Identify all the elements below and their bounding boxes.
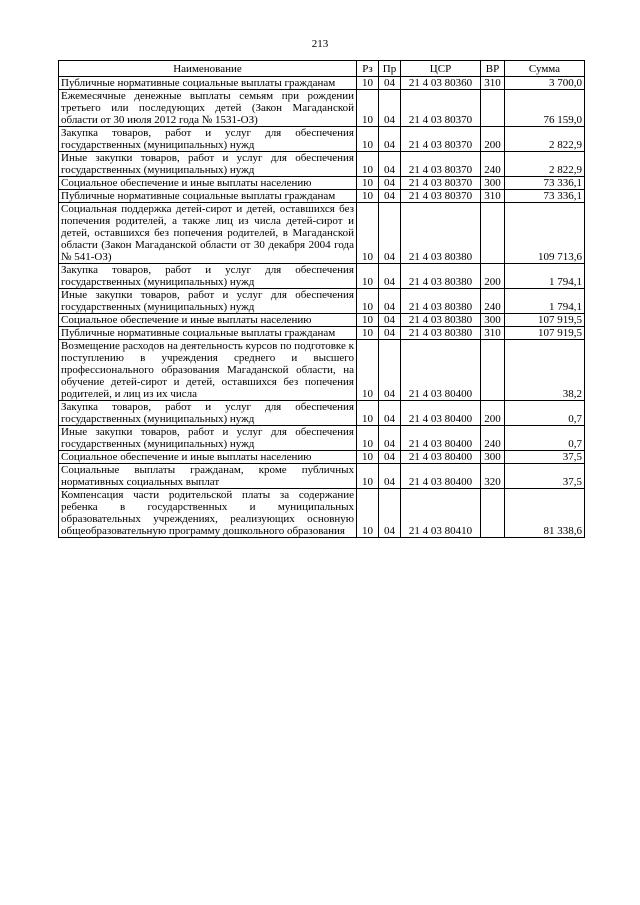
table-row bbox=[59, 264, 585, 289]
row-vr: 310 bbox=[481, 327, 505, 340]
table-row bbox=[59, 426, 585, 451]
row-csr: 21 4 03 80380 bbox=[401, 203, 481, 264]
row-name: Закупка товаров, работ и услуг для обеспечения государственных (муниципальных) нужд bbox=[59, 401, 357, 426]
row-csr: 21 4 03 80400 bbox=[401, 340, 481, 401]
row-sum: 37,5 bbox=[505, 451, 585, 464]
row-name: Закупка товаров, работ и услуг для обеспечения государственных (муниципальных) нужд bbox=[59, 264, 357, 289]
row-sum: 107 919,5 bbox=[505, 314, 585, 327]
row-name: Социальные выплаты гражданам, кроме публичных нормативных социальных выплат bbox=[59, 464, 357, 489]
row-sum: 2 822,9 bbox=[505, 152, 585, 177]
row-rz: 10 bbox=[357, 489, 379, 538]
row-csr: 21 4 03 80400 bbox=[401, 451, 481, 464]
row-pr: 04 bbox=[379, 451, 401, 464]
row-sum: 107 919,5 bbox=[505, 327, 585, 340]
budget-table bbox=[58, 60, 585, 538]
table-row bbox=[59, 489, 585, 538]
row-rz: 10 bbox=[357, 264, 379, 289]
row-vr: 320 bbox=[481, 464, 505, 489]
row-csr: 21 4 03 80370 bbox=[401, 177, 481, 190]
row-sum: 0,7 bbox=[505, 426, 585, 451]
row-name: Социальное обеспечение и иные выплаты населению bbox=[59, 177, 357, 190]
row-pr: 04 bbox=[379, 203, 401, 264]
row-rz: 10 bbox=[357, 426, 379, 451]
row-pr: 04 bbox=[379, 77, 401, 90]
row-name: Социальное обеспечение и иные выплаты населению bbox=[59, 451, 357, 464]
row-csr: 21 4 03 80360 bbox=[401, 77, 481, 90]
table-row bbox=[59, 152, 585, 177]
row-csr: 21 4 03 80380 bbox=[401, 289, 481, 314]
table-row bbox=[59, 190, 585, 203]
row-name: Публичные нормативные социальные выплаты гражданам bbox=[59, 190, 357, 203]
row-pr: 04 bbox=[379, 401, 401, 426]
row-name: Иные закупки товаров, работ и услуг для обеспечения государственных (муниципальных) нужд bbox=[59, 152, 357, 177]
header-rz: Рз bbox=[357, 61, 379, 77]
table-row bbox=[59, 203, 585, 264]
row-rz: 10 bbox=[357, 401, 379, 426]
row-name: Закупка товаров, работ и услуг для обеспечения государственных (муниципальных) нужд bbox=[59, 127, 357, 152]
row-name: Иные закупки товаров, работ и услуг для обеспечения государственных (муниципальных) нужд bbox=[59, 289, 357, 314]
row-csr: 21 4 03 80380 bbox=[401, 264, 481, 289]
row-vr: 200 bbox=[481, 127, 505, 152]
row-vr: 300 bbox=[481, 451, 505, 464]
row-sum: 38,2 bbox=[505, 340, 585, 401]
row-csr: 21 4 03 80380 bbox=[401, 314, 481, 327]
row-csr: 21 4 03 80400 bbox=[401, 426, 481, 451]
row-rz: 10 bbox=[357, 464, 379, 489]
row-pr: 04 bbox=[379, 314, 401, 327]
row-pr: 04 bbox=[379, 489, 401, 538]
row-name: Социальная поддержка детей-сирот и детей, оставшихся без попечения родителей, а также лиц из числа детей-сирот и детей, оставшихся без попечения родителей, в Магаданской области (Закон Магаданской области от 30 декабря 2004 года № 541-ОЗ) bbox=[59, 203, 357, 264]
row-sum: 1 794,1 bbox=[505, 264, 585, 289]
row-csr: 21 4 03 80400 bbox=[401, 464, 481, 489]
row-pr: 04 bbox=[379, 90, 401, 127]
row-rz: 10 bbox=[357, 152, 379, 177]
row-sum: 0,7 bbox=[505, 401, 585, 426]
row-pr: 04 bbox=[379, 152, 401, 177]
row-pr: 04 bbox=[379, 177, 401, 190]
row-pr: 04 bbox=[379, 190, 401, 203]
table-row bbox=[59, 451, 585, 464]
row-vr bbox=[481, 340, 505, 401]
row-vr: 310 bbox=[481, 77, 505, 90]
row-vr: 310 bbox=[481, 190, 505, 203]
table-row bbox=[59, 464, 585, 489]
row-csr: 21 4 03 80380 bbox=[401, 327, 481, 340]
row-name: Ежемесячные денежные выплаты семьям при рождении третьего или последующих детей (Закон Магаданской области от 30 июля 2012 года № 1531-ОЗ) bbox=[59, 90, 357, 127]
row-csr: 21 4 03 80370 bbox=[401, 152, 481, 177]
row-sum: 109 713,6 bbox=[505, 203, 585, 264]
row-pr: 04 bbox=[379, 264, 401, 289]
table-header-row bbox=[59, 61, 585, 77]
row-rz: 10 bbox=[357, 203, 379, 264]
table-row bbox=[59, 127, 585, 152]
row-pr: 04 bbox=[379, 289, 401, 314]
row-vr: 200 bbox=[481, 264, 505, 289]
row-name: Иные закупки товаров, работ и услуг для обеспечения государственных (муниципальных) нужд bbox=[59, 426, 357, 451]
header-vr: ВР bbox=[481, 61, 505, 77]
row-vr: 300 bbox=[481, 177, 505, 190]
row-sum: 2 822,9 bbox=[505, 127, 585, 152]
row-rz: 10 bbox=[357, 190, 379, 203]
row-sum: 1 794,1 bbox=[505, 289, 585, 314]
row-rz: 10 bbox=[357, 327, 379, 340]
row-rz: 10 bbox=[357, 77, 379, 90]
table-row bbox=[59, 314, 585, 327]
table-row bbox=[59, 340, 585, 401]
table-row bbox=[59, 177, 585, 190]
row-sum: 73 336,1 bbox=[505, 190, 585, 203]
row-vr: 240 bbox=[481, 289, 505, 314]
row-pr: 04 bbox=[379, 127, 401, 152]
row-rz: 10 bbox=[357, 340, 379, 401]
row-pr: 04 bbox=[379, 426, 401, 451]
page-number: 213 bbox=[311, 38, 329, 50]
row-csr: 21 4 03 80370 bbox=[401, 190, 481, 203]
header-name: Наименование bbox=[59, 61, 357, 77]
row-pr: 04 bbox=[379, 464, 401, 489]
row-sum: 73 336,1 bbox=[505, 177, 585, 190]
row-vr bbox=[481, 489, 505, 538]
row-rz: 10 bbox=[357, 90, 379, 127]
row-csr: 21 4 03 80410 bbox=[401, 489, 481, 538]
table-row bbox=[59, 90, 585, 127]
row-vr: 240 bbox=[481, 426, 505, 451]
table-row bbox=[59, 289, 585, 314]
table-row bbox=[59, 77, 585, 90]
table-body bbox=[59, 77, 585, 538]
row-csr: 21 4 03 80370 bbox=[401, 127, 481, 152]
row-sum: 81 338,6 bbox=[505, 489, 585, 538]
row-csr: 21 4 03 80400 bbox=[401, 401, 481, 426]
row-rz: 10 bbox=[357, 177, 379, 190]
row-rz: 10 bbox=[357, 127, 379, 152]
row-csr: 21 4 03 80370 bbox=[401, 90, 481, 127]
row-name: Публичные нормативные социальные выплаты гражданам bbox=[59, 77, 357, 90]
row-sum: 3 700,0 bbox=[505, 77, 585, 90]
row-sum: 76 159,0 bbox=[505, 90, 585, 127]
row-vr: 240 bbox=[481, 152, 505, 177]
row-vr: 200 bbox=[481, 401, 505, 426]
row-pr: 04 bbox=[379, 327, 401, 340]
row-sum: 37,5 bbox=[505, 464, 585, 489]
header-pr: Пр bbox=[379, 61, 401, 77]
table-row bbox=[59, 327, 585, 340]
row-pr: 04 bbox=[379, 340, 401, 401]
row-rz: 10 bbox=[357, 451, 379, 464]
row-name: Социальное обеспечение и иные выплаты населению bbox=[59, 314, 357, 327]
row-rz: 10 bbox=[357, 314, 379, 327]
row-name: Публичные нормативные социальные выплаты гражданам bbox=[59, 327, 357, 340]
table-row bbox=[59, 401, 585, 426]
row-vr bbox=[481, 203, 505, 264]
header-csr: ЦСР bbox=[401, 61, 481, 77]
row-name: Возмещение расходов на деятельность курсов по подготовке к поступлению в учреждения среднего и высшего профессионального образования Магаданской области, на обучение детей-сирот и детей, оставшихся без попечения родителей, и лиц из их числа bbox=[59, 340, 357, 401]
row-rz: 10 bbox=[357, 289, 379, 314]
row-vr: 300 bbox=[481, 314, 505, 327]
row-vr bbox=[481, 90, 505, 127]
row-name: Компенсация части родительской платы за содержание ребенка в государственных и муниципальных образовательных учреждениях, реализующих основную общеобразовательную программу дошкольного образования bbox=[59, 489, 357, 538]
header-sum: Сумма bbox=[505, 61, 585, 77]
